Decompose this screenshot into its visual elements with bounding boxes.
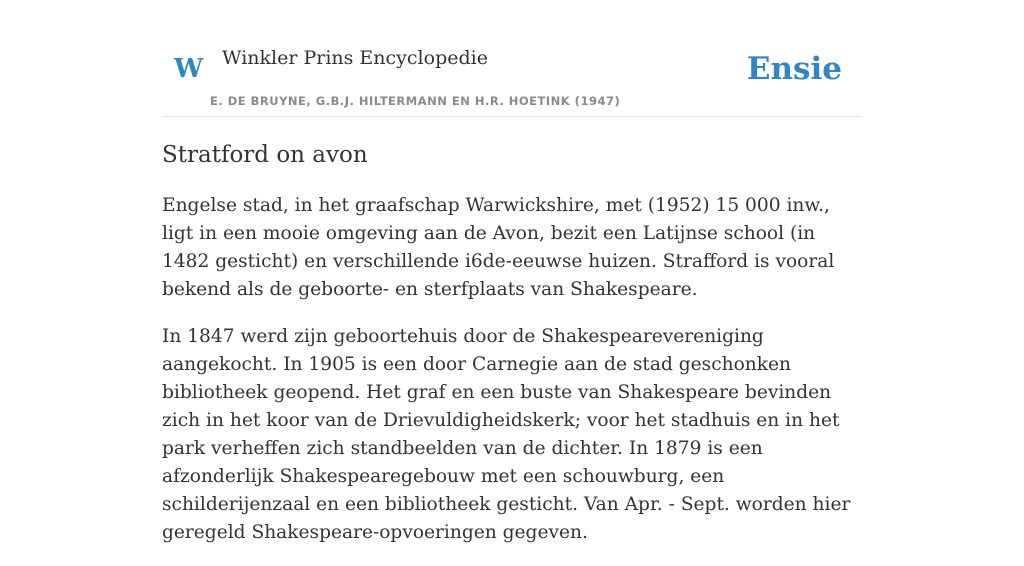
source-logo-letter: W bbox=[174, 54, 204, 84]
source-authors: E. DE BRUYNE, G.B.J. HILTERMANN EN H.R. HOETINK (1947) bbox=[210, 94, 621, 108]
ensie-brand-link[interactable]: Ensie bbox=[746, 51, 842, 87]
source-logo-icon[interactable] bbox=[174, 51, 203, 87]
page bbox=[162, 0, 862, 543]
article-paragraph: In 1847 werd zijn geboortehuis door de Shakespearevereniging aangekocht. In 1905 is een door Carnegie aan de stad geschonken bibliotheek geopend. Het graf en een buste van Shakespeare bevinden zich in het koor van de Drievuldigheidskerk; voor het stadhuis en in het park verheffen zich standbeelden van de dichter. In 1879 is een afzonderlijk Shakespearegebouw met een schouwburg, een schilderijenzaal en een bibliotheek gesticht. Van Apr. - Sept. worden hier geregeld Shakespeare-opvoeringen gegeven. bbox=[162, 326, 851, 543]
article-body bbox=[162, 192, 862, 566]
article-title: Stratford on avon bbox=[162, 142, 368, 168]
source-title[interactable]: Winkler Prins Encyclopedie bbox=[222, 47, 488, 69]
article-paragraph: Engelse stad, in het graafschap Warwickshire, met (1952) 15 000 inw., ligt in een mooie omgeving aan de Avon, bezit een Latijnse school (in 1482 gesticht) en verschillende i6de-eeuwse huizen. Strafford is vooral bekend als de geboorte- en sterfplaats van Shakespeare. bbox=[162, 195, 835, 300]
source-header bbox=[162, 0, 862, 117]
